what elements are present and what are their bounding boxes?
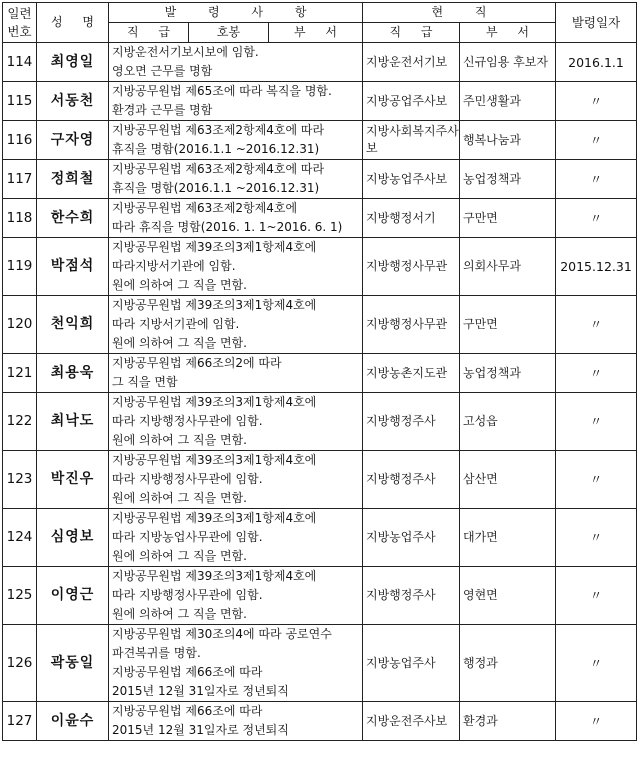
serial-number-cell: 126 xyxy=(3,625,37,702)
current-rank-cell: 지방행정사무관 xyxy=(363,238,460,296)
name-cell: 정희철 xyxy=(37,160,109,199)
current-rank-cell: 지방행정주사 xyxy=(363,567,460,625)
current-dept-cell: 행복나눔과 xyxy=(460,121,556,160)
order-line: 2015년 12월 31일자로 정년퇴직 xyxy=(112,723,289,737)
header-rank: 직 급 xyxy=(109,23,189,43)
order-line: 따라 휴직을 명함(2016. 1. 1~2016. 6. 1) xyxy=(112,220,343,234)
name-cell: 이윤수 xyxy=(37,702,109,741)
order-line: 영오면 근무를 명함 xyxy=(112,64,213,78)
order-line: 따라 지방서기관에 임함. xyxy=(112,317,240,331)
order-line: 2015년 12월 31일자로 정년퇴직 xyxy=(112,684,289,698)
current-dept-cell: 주민생활과 xyxy=(460,82,556,121)
name-cell: 곽동일 xyxy=(37,625,109,702)
order-line: 따라 지방행정사무관에 임함. xyxy=(112,588,263,602)
order-line: 지방공무원법 제66조에 따라 xyxy=(112,704,263,718)
order-content-cell xyxy=(109,199,363,238)
serial-number-cell: 114 xyxy=(3,43,37,82)
order-content-cell xyxy=(109,354,363,393)
header-current: 현 직 xyxy=(363,3,556,23)
current-dept-cell: 삼산면 xyxy=(460,451,556,509)
order-date-cell: 〃 xyxy=(556,393,637,451)
current-rank-cell: 지방농업주사 xyxy=(363,509,460,567)
order-date-cell: 〃 xyxy=(556,296,637,354)
current-dept-cell: 구만면 xyxy=(460,296,556,354)
table-row xyxy=(3,238,637,296)
current-dept-cell: 행정과 xyxy=(460,625,556,702)
order-line: 지방운전서기보시보에 임함. xyxy=(112,45,259,59)
table-row xyxy=(3,393,637,451)
order-content-cell xyxy=(109,451,363,509)
order-content-cell xyxy=(109,82,363,121)
current-rank-cell: 지방행정사무관 xyxy=(363,296,460,354)
table-row xyxy=(3,43,637,82)
order-line: 따라 지방행정사무관에 임함. xyxy=(112,414,263,428)
order-line: 원에 의하여 그 직을 면함. xyxy=(112,607,247,621)
order-line: 원에 의하여 그 직을 면함. xyxy=(112,549,247,563)
order-date-cell: 〃 xyxy=(556,160,637,199)
name-cell: 박진우 xyxy=(37,451,109,509)
order-line: 지방공무원법 제39조의3제1항제4호에 xyxy=(112,453,317,467)
serial-number-cell: 127 xyxy=(3,702,37,741)
order-line: 지방공무원법 제30조의4에 따라 공로연수 xyxy=(112,627,332,641)
order-date-cell: 〃 xyxy=(556,625,637,702)
current-rank-cell: 지방행정주사 xyxy=(363,451,460,509)
order-line: 파견복귀를 명함. xyxy=(112,646,201,660)
serial-number-cell: 121 xyxy=(3,354,37,393)
order-line: 원에 의하여 그 직을 면함. xyxy=(112,336,247,350)
order-content-cell xyxy=(109,625,363,702)
name-cell: 천익희 xyxy=(37,296,109,354)
current-rank-cell: 지방농업주사보 xyxy=(363,160,460,199)
header-order: 발 령 사 항 xyxy=(109,3,363,23)
order-date-cell: 〃 xyxy=(556,451,637,509)
order-line: 지방공무원법 제39조의3제1항제4호에 xyxy=(112,240,317,254)
order-date-cell: 2016.1.1 xyxy=(556,43,637,82)
current-rank-cell: 지방행정서기 xyxy=(363,199,460,238)
serial-number-cell: 119 xyxy=(3,238,37,296)
order-line: 지방공무원법 제39조의3제1항제4호에 xyxy=(112,298,317,312)
serial-number-cell: 124 xyxy=(3,509,37,567)
order-line: 환경과 근무를 명함 xyxy=(112,103,213,117)
current-dept-cell: 신규임용 후보자 xyxy=(460,43,556,82)
table-row xyxy=(3,121,637,160)
order-line: 지방공무원법 제39조의3제1항제4호에 xyxy=(112,569,317,583)
table-row xyxy=(3,451,637,509)
current-rank-cell: 지방운전서기보 xyxy=(363,43,460,82)
order-line: 지방공무원법 제39조의3제1항제4호에 xyxy=(112,511,317,525)
name-cell: 최낙도 xyxy=(37,393,109,451)
current-rank-cell: 지방농업주사 xyxy=(363,625,460,702)
table-row xyxy=(3,296,637,354)
name-cell: 구자영 xyxy=(37,121,109,160)
current-dept-cell: 고성읍 xyxy=(460,393,556,451)
order-date-cell: 〃 xyxy=(556,199,637,238)
order-date-cell: 〃 xyxy=(556,354,637,393)
order-content-cell xyxy=(109,393,363,451)
serial-number-cell: 115 xyxy=(3,82,37,121)
serial-number-cell: 125 xyxy=(3,567,37,625)
order-content-cell xyxy=(109,160,363,199)
order-line: 원에 의하여 그 직을 면함. xyxy=(112,491,247,505)
order-content-cell xyxy=(109,238,363,296)
header-dept: 부 서 xyxy=(269,23,363,43)
order-line: 지방공무원법 제63조제2항제4호에 xyxy=(112,201,298,215)
name-cell: 심영보 xyxy=(37,509,109,567)
header-serial: 일련 번호 xyxy=(3,3,37,43)
current-rank-cell: 지방행정주사 xyxy=(363,393,460,451)
current-rank-cell: 지방운전주사보 xyxy=(363,702,460,741)
order-content-cell xyxy=(109,567,363,625)
table-row xyxy=(3,199,637,238)
serial-number-cell: 118 xyxy=(3,199,37,238)
current-dept-cell: 대가면 xyxy=(460,509,556,567)
name-cell: 서동천 xyxy=(37,82,109,121)
order-date-cell: 〃 xyxy=(556,509,637,567)
order-line: 지방공무원법 제63조제2항제4호에 따라 xyxy=(112,162,325,176)
order-line: 휴직을 명함(2016.1.1 ~2016.12.31) xyxy=(112,181,320,195)
order-line: 원에 의하여 그 직을 면함. xyxy=(112,278,247,292)
table-row xyxy=(3,354,637,393)
current-dept-cell: 농업정책과 xyxy=(460,354,556,393)
current-dept-cell: 환경과 xyxy=(460,702,556,741)
serial-number-cell: 117 xyxy=(3,160,37,199)
order-line: 원에 의하여 그 직을 면함. xyxy=(112,433,247,447)
name-cell: 박점석 xyxy=(37,238,109,296)
order-date-cell: 〃 xyxy=(556,121,637,160)
order-line: 지방공무원법 제63조제2항제4호에 따라 xyxy=(112,123,325,137)
header-date: 발령일자 xyxy=(556,3,637,43)
order-line: 지방공무원법 제65조에 따라 복직을 명함. xyxy=(112,84,332,98)
header-grade: 호봉 xyxy=(189,23,269,43)
order-content-cell xyxy=(109,509,363,567)
header-name: 성 명 xyxy=(37,3,109,43)
order-line: 따라지방서기관에 임함. xyxy=(112,259,236,273)
current-dept-cell: 의회사무과 xyxy=(460,238,556,296)
table-row xyxy=(3,509,637,567)
table-row xyxy=(3,567,637,625)
current-dept-cell: 구만면 xyxy=(460,199,556,238)
order-date-cell: 〃 xyxy=(556,702,637,741)
order-date-cell: 〃 xyxy=(556,82,637,121)
current-dept-cell: 영현면 xyxy=(460,567,556,625)
table-row xyxy=(3,160,637,199)
name-cell: 최영일 xyxy=(37,43,109,82)
order-line: 따라 지방행정사무관에 임함. xyxy=(112,472,263,486)
name-cell: 최용욱 xyxy=(37,354,109,393)
table-row xyxy=(3,625,637,702)
order-line: 지방공무원법 제66조의2에 따라 xyxy=(112,356,282,370)
name-cell: 이영근 xyxy=(37,567,109,625)
personnel-order-table xyxy=(2,2,637,741)
order-line: 따라 지방농업사무관에 임함. xyxy=(112,530,263,544)
serial-number-cell: 120 xyxy=(3,296,37,354)
order-date-cell: 〃 xyxy=(556,567,637,625)
order-line: 지방공무원법 제39조의3제1항제4호에 xyxy=(112,395,317,409)
order-line: 그 직을 면함 xyxy=(112,375,178,389)
current-rank-cell: 지방농촌지도관 xyxy=(363,354,460,393)
table-row xyxy=(3,82,637,121)
header-cur-dept: 부 서 xyxy=(460,23,556,43)
serial-number-cell: 116 xyxy=(3,121,37,160)
table-row xyxy=(3,702,637,741)
order-content-cell xyxy=(109,296,363,354)
current-rank-cell: 지방사회복지주사보 xyxy=(363,121,460,160)
name-cell: 한수희 xyxy=(37,199,109,238)
current-rank-cell: 지방공업주사보 xyxy=(363,82,460,121)
order-content-cell xyxy=(109,702,363,741)
current-dept-cell: 농업정책과 xyxy=(460,160,556,199)
serial-number-cell: 122 xyxy=(3,393,37,451)
order-line: 휴직을 명함(2016.1.1 ~2016.12.31) xyxy=(112,142,320,156)
order-line: 지방공무원법 제66조에 따라 xyxy=(112,665,263,679)
order-date-cell: 2015.12.31 xyxy=(556,238,637,296)
order-content-cell xyxy=(109,43,363,82)
serial-number-cell: 123 xyxy=(3,451,37,509)
header-cur-rank: 직 급 xyxy=(363,23,460,43)
order-content-cell xyxy=(109,121,363,160)
